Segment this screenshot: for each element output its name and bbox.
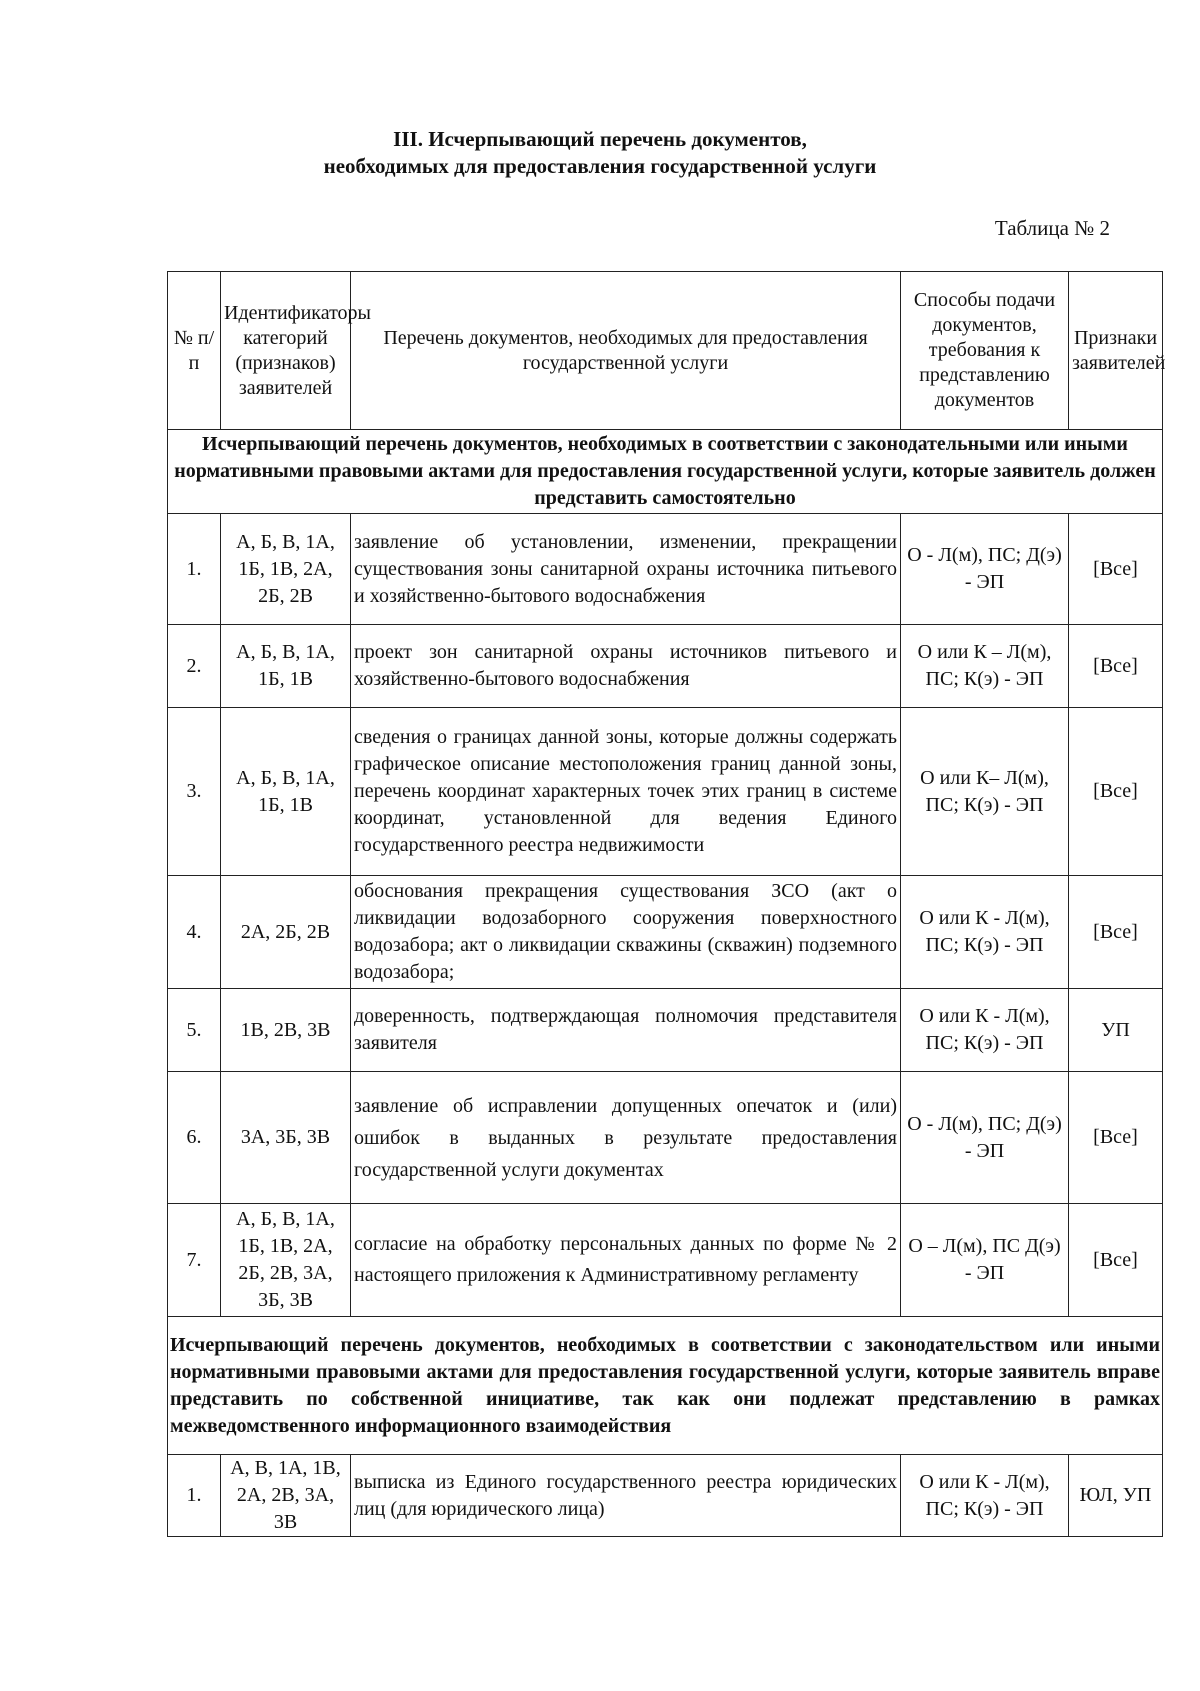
section-row (168, 430, 1163, 514)
row-method: О – Л(м), ПС Д(э) - ЭП (901, 1204, 1069, 1317)
row-sign: [Все] (1069, 708, 1163, 876)
row-num: 1. (168, 514, 221, 625)
row-ids: А, Б, В, 1А, 1Б, 1В, 2А, 2Б, 2В (221, 514, 351, 625)
table-row (168, 625, 1163, 708)
row-method: О - Л(м), ПС; Д(э) - ЭП (901, 1072, 1069, 1204)
table-row (168, 876, 1163, 989)
row-num: 7. (168, 1204, 221, 1317)
row-ids: А, Б, В, 1А, 1Б, 1В, 2А, 2Б, 2В, 3А, 3Б, 3В (221, 1204, 351, 1317)
row-sign: [Все] (1069, 876, 1163, 989)
section-title (0, 126, 1200, 180)
row-num: 4. (168, 876, 221, 989)
row-method: О или К– Л(м), ПС; К(э) - ЭП (901, 708, 1069, 876)
section-heading-1: Исчерпывающий перечень документов, необходимых в соответствии с законодательными или иными нормативными правовыми актами для предоставления государственной услуги, которые заявитель должен представить самостоятельно (168, 430, 1163, 514)
row-ids: А, В, 1А, 1В, 2А, 2В, 3А, 3В (221, 1455, 351, 1537)
row-sign: [Все] (1069, 1072, 1163, 1204)
row-num: 3. (168, 708, 221, 876)
header-docs: Перечень документов, необходимых для предоставления государственной услуги (351, 272, 901, 430)
table-row (168, 1455, 1163, 1537)
row-doc: доверенность, подтверждающая полномочия представителя заявителя (351, 989, 901, 1072)
row-doc: проект зон санитарной охраны источников питьевого и хозяйственно-бытового водоснабжения (351, 625, 901, 708)
documents-table (167, 271, 1166, 1537)
row-ids: А, Б, В, 1А, 1Б, 1В (221, 625, 351, 708)
row-sign: УП (1069, 989, 1163, 1072)
header-ids: Идентификаторы категорий (признаков) заявителей (221, 272, 351, 430)
table-row (168, 989, 1163, 1072)
title-line-1: III. Исчерпывающий перечень документов, (393, 127, 807, 151)
header-num: № п/п (168, 272, 221, 430)
table-row (168, 708, 1163, 876)
row-sign: [Все] (1069, 1204, 1163, 1317)
row-num: 6. (168, 1072, 221, 1204)
row-num: 5. (168, 989, 221, 1072)
row-sign: ЮЛ, УП (1069, 1455, 1163, 1537)
title-line-2: необходимых для предоставления государственной услуги (323, 154, 877, 178)
row-doc: заявление об установлении, изменении, прекращении существования зоны санитарной охраны источника питьевого и хозяйственно-бытового водоснабжения (351, 514, 901, 625)
row-method: О или К - Л(м), ПС; К(э) - ЭП (901, 876, 1069, 989)
header-methods: Способы подачи документов, требования к представлению документов (901, 272, 1069, 430)
row-num: 2. (168, 625, 221, 708)
row-method: О или К - Л(м), ПС; К(э) - ЭП (901, 1455, 1069, 1537)
section-row (168, 1317, 1163, 1455)
row-doc: обоснования прекращения существования ЗСО (акт о ликвидации водозаборного сооружения поверхностного водозабора; акт о ликвидации скважины (скважин) подземного водозабора; (351, 876, 901, 989)
row-sign: [Все] (1069, 625, 1163, 708)
row-ids: А, Б, В, 1А, 1Б, 1В (221, 708, 351, 876)
table-row (168, 1072, 1163, 1204)
row-method: О или К - Л(м), ПС; К(э) - ЭП (901, 989, 1069, 1072)
row-doc: заявление об исправлении допущенных опечаток и (или) ошибок в выданных в результате предоставления государственной услуги документах (351, 1072, 901, 1204)
header-signs: Признаки заявителей (1069, 272, 1163, 430)
row-method: О или К – Л(м), ПС; К(э) - ЭП (901, 625, 1069, 708)
row-doc: выписка из Единого государственного реестра юридических лиц (для юридического лица) (351, 1455, 901, 1537)
table-row (168, 1204, 1163, 1317)
row-ids: 1В, 2В, 3В (221, 989, 351, 1072)
header-row (168, 272, 1163, 430)
table-label: Таблица № 2 (994, 216, 1110, 240)
row-num: 1. (168, 1455, 221, 1537)
section-heading-2: Исчерпывающий перечень документов, необходимых в соответствии с законодательством или иными нормативными правовыми актами для предоставления государственной услуги, которые заявитель вправе представить по собственной инициативе, так как они подлежат представлению в рамках межведомственного информационного взаимодействия (168, 1317, 1163, 1455)
row-ids: 2А, 2Б, 2В (221, 876, 351, 989)
row-sign: [Все] (1069, 514, 1163, 625)
row-ids: 3А, 3Б, 3В (221, 1072, 351, 1204)
row-doc: сведения о границах данной зоны, которые должны содержать графическое описание местоположения границ данной зоны, перечень координат характерных точек этих границ в системе координат, установленной для ведения Единого государственного реестра недвижимости (351, 708, 901, 876)
row-method: О - Л(м), ПС; Д(э) - ЭП (901, 514, 1069, 625)
table-row (168, 514, 1163, 625)
row-doc: согласие на обработку персональных данных по форме № 2 настоящего приложения к Административному регламенту (351, 1204, 901, 1317)
